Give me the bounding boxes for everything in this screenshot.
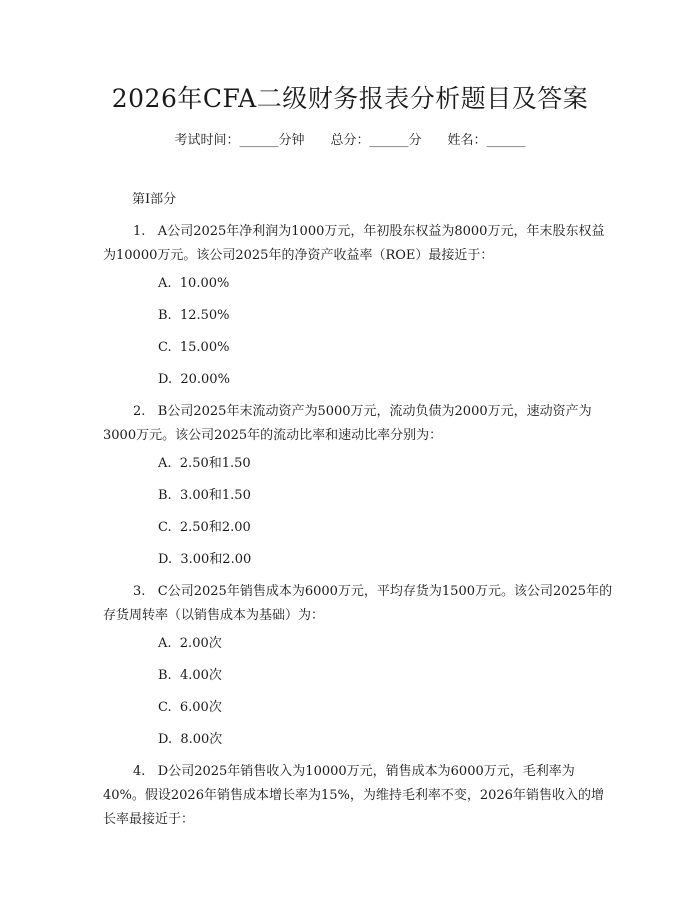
question-2-option-b: B. 3.00和1.50 [158, 488, 251, 503]
question-4-text: 4. D公司2025年销售收入为10000万元，销售成本为6000万元，毛利率为40%。假设2026年销售成本增长率为15%，为维持毛利率不变，2026年销售收入的增长率最接近于： [103, 764, 604, 827]
question-3-option-a: A. 2.00次 [158, 636, 222, 651]
question-1-text: 1. A公司2025年净利润为1000万元，年初股东权益为8000万元，年末股东权益为10000万元。该公司2025年的净资产收益率（ROE）最接近于： [103, 224, 605, 263]
document-title: 2026年CFA二级财务报表分析题目及答案 [111, 84, 589, 113]
total-score-label: 总分：______分 [330, 133, 422, 148]
exam-meta [0, 131, 700, 151]
question-3-option-d: D. 8.00次 [158, 732, 223, 747]
name-label: 姓名：______ [447, 133, 526, 148]
question-3-option-c: C. 6.00次 [158, 700, 222, 715]
question-2-option-c: C. 2.50和2.00 [158, 520, 251, 535]
question-1-option-d: D. 20.00% [158, 372, 230, 387]
question-2-option-d: D. 3.00和2.00 [158, 552, 252, 567]
question-2-option-a: A. 2.50和1.50 [158, 456, 251, 471]
exam-time-label: 考试时间：______分钟 [174, 133, 305, 148]
question-3-option-b: B. 4.00次 [158, 668, 222, 683]
question-1-option-a: A. 10.00% [158, 276, 230, 291]
question-3-text: 3. C公司2025年销售成本为6000万元，平均存货为1500万元。该公司2025年的存货周转率（以销售成本为基础）为： [103, 584, 613, 623]
question-1-option-c: C. 15.00% [158, 340, 230, 355]
question-2-text: 2. B公司2025年末流动资产为5000万元，流动负债为2000万元，速动资产为3000万元。该公司2025年的流动比率和速动比率分别为： [103, 404, 592, 443]
question-1-option-b: B. 12.50% [158, 308, 230, 323]
section-heading: 第Ⅰ部分 [132, 192, 177, 207]
